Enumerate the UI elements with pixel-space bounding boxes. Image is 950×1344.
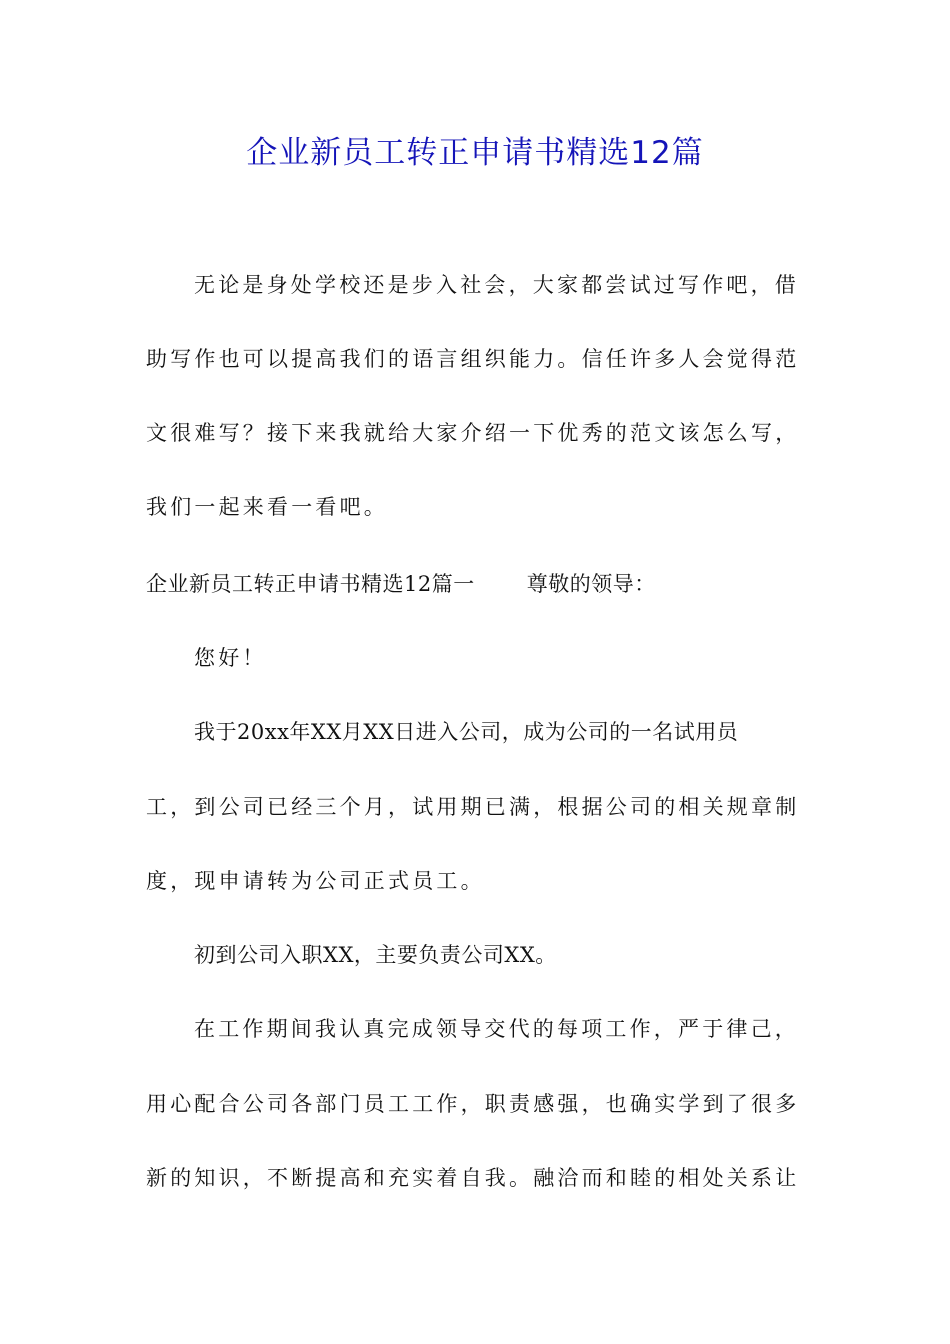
document-title: 企业新员工转正申请书精选12篇 [246,135,704,171]
intro-line-4: 我们一起来看一看吧。 [146,495,388,519]
section-heading-line [146,569,806,599]
intro-line-3: 文很难写？接下来我就给大家介绍一下优秀的范文该怎么写， [146,421,800,445]
body-line-1: 我于20xx年XX月XX日进入公司，成为公司的一名试用员 [194,720,739,744]
intro-line-2: 助写作也可以提高我们的语言组织能力。信任许多人会觉得范 [146,347,800,371]
body-line-7: 新的知识，不断提高和充实着自我。融洽而和睦的相处关系让 [146,1166,800,1190]
intro-line-1: 无论是身处学校还是步入社会，大家都尝试过写作吧，借 [194,273,799,297]
body-line-5: 在工作期间我认真完成领导交代的每项工作，严于律己， [194,1017,799,1041]
body-line-3: 度，现申请转为公司正式员工。 [146,869,485,893]
greeting: 您好！ [194,646,267,670]
salutation: 尊敬的领导： [526,572,656,596]
body-line-4: 初到公司入职XX，主要负责公司XX。 [194,943,557,967]
body-line-6: 用心配合公司各部门员工工作，职责感强，也确实学到了很多 [146,1092,800,1116]
body-line-2: 工，到公司已经三个月，试用期已满，根据公司的相关规章制 [146,795,800,819]
section-heading: 企业新员工转正申请书精选12篇一 [146,572,475,596]
